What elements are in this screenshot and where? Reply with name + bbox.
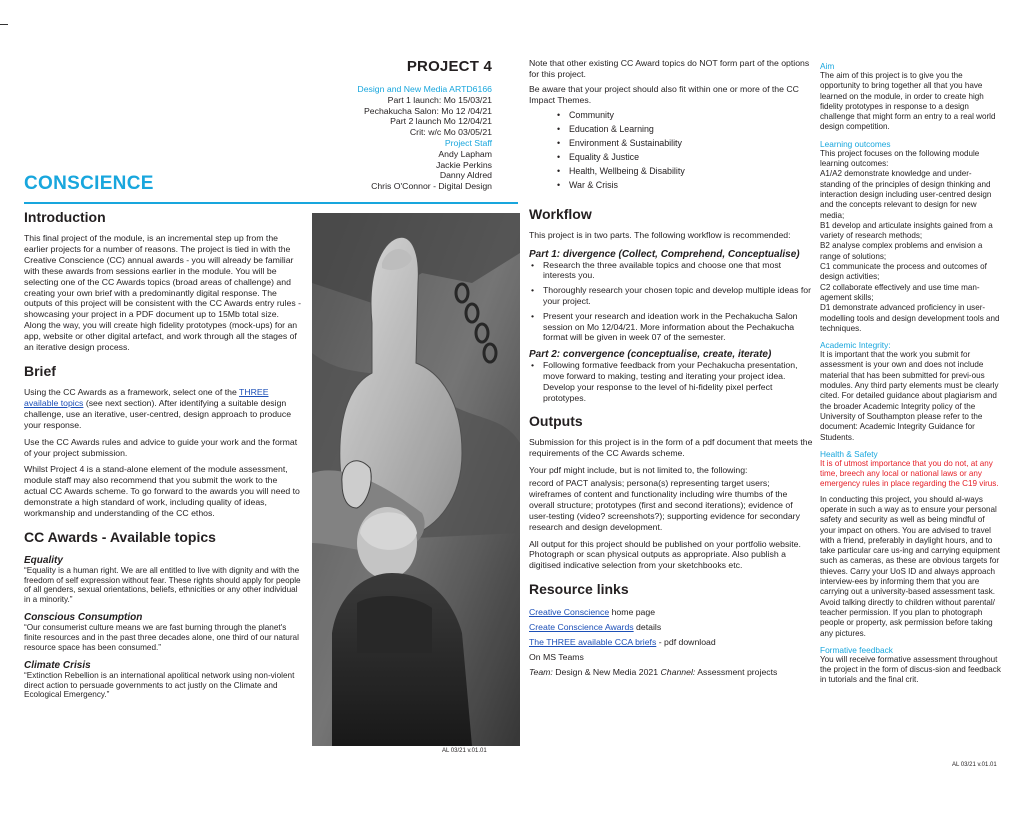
resources-heading: Resource links bbox=[529, 581, 629, 598]
note-paragraph: Be aware that your project should also fit within one or more of the CC Impact Themes. bbox=[529, 83, 799, 105]
topic-quote: “Our consumerist culture means we are fast burning through the planet's finite resources and in the past three decades alone, one third of our natural resource space has been consumed.” bbox=[24, 623, 299, 652]
intro-text bbox=[24, 233, 302, 353]
outputs-heading: Outputs bbox=[529, 413, 583, 430]
intro-heading: Introduction bbox=[24, 209, 106, 225]
cca-briefs-link[interactable]: The THREE available CCA briefs bbox=[529, 637, 657, 648]
topic-item bbox=[24, 612, 302, 652]
topic-item bbox=[24, 660, 302, 700]
workflow-heading: Workflow bbox=[529, 205, 592, 222]
staff-heading: Project Staff bbox=[444, 137, 492, 148]
team-label: Team: bbox=[529, 667, 553, 678]
teams-label: On MS Teams bbox=[529, 652, 584, 663]
project-schedule bbox=[300, 84, 492, 192]
resource-suffix: - pdf download bbox=[656, 637, 716, 648]
project-number: PROJECT 4 bbox=[406, 58, 492, 75]
list-item: • Following formative feedback from your Pechakucha presentation, move forward to making, testing and iterating your project idea. Develop your response to the level of hi-fidelity pixel perfect prototypes. bbox=[529, 360, 814, 403]
teams-channel bbox=[529, 665, 814, 680]
brief-text-run: (see next section). After identifying a suitable design challenge, use an iterative, user-centred, design approach to produce your response. bbox=[24, 397, 292, 430]
health-safety-text: In conducting this project, you should al-ways operate in such a way as to ensure your personal safety and security as well as being mindful of your impact on others. You are advised to travel with a friend, preferably in daylight hours, and to take particular care us-ing and carrying equipment such as cameras, as these are obvious targets for thieves. Carry your UoS ID and always approach interview-ees by informing them that you are carrying out a university-based assessment task. Avoid talking directly to children without parental/ teacher permission. If you plan to photograph people or property, ask permission before taking any pictures. bbox=[820, 494, 1000, 638]
intro-paragraph: This final project of the module, is an incremental step up from the earlier projects for a number of reasons. The project is tied in with the Creative Conscience (CC) annual awards - you will already be familiar with these awards from sessions earlier in the module. You will be selecting one of the CC Awards topics (broad areas of challenge) and creating your own brief with a predominantly digital response. The outputs of this project will be consistent with the CC Awards entry rules - showcasing your project in a PDF document up to 15Mb total size. Along the way, you will create high fidelity prototypes (mock-ups) for an app, website or other digital artefact, and work through all the stages of an iterative design process. bbox=[24, 233, 301, 353]
resource-line bbox=[529, 620, 814, 635]
list-item: • Community bbox=[529, 108, 814, 122]
staff-name: Andy Lapham bbox=[438, 148, 492, 159]
available-topics-link[interactable]: THREE available topics bbox=[24, 386, 269, 408]
outputs-paragraph: Your pdf might include, but is not limited to, the following: bbox=[529, 465, 748, 476]
topics-heading: CC Awards - Available topics bbox=[24, 528, 216, 545]
right-column bbox=[820, 61, 1002, 686]
version-label: AL 03/21 v.01.01 bbox=[442, 748, 487, 754]
date-line: Part 1 launch: Mo 15/03/21 bbox=[387, 94, 492, 105]
topic-name: Climate Crisis bbox=[24, 660, 91, 672]
academic-integrity-heading: Academic Integrity: bbox=[820, 340, 891, 351]
outcome-line: C2 collaborate effectively and use time man-agement skills; bbox=[820, 282, 980, 302]
resource-line bbox=[529, 635, 814, 650]
formative-feedback-heading: Formative feedback bbox=[820, 644, 893, 655]
list-item: • Environment & Sustainability bbox=[529, 136, 814, 150]
learning-outcomes-heading: Learning outcomes bbox=[820, 138, 891, 149]
topic-name: Conscious Consumption bbox=[24, 612, 143, 624]
team-value: Design & New Media 2021 bbox=[552, 667, 661, 678]
list-item: • Research the three available topics and choose one that most interests you. bbox=[529, 260, 814, 282]
resource-links bbox=[529, 605, 814, 680]
outcome-line: This project focuses on the following module learning outcomes: bbox=[820, 148, 980, 169]
brief-text bbox=[24, 387, 302, 519]
resource-line bbox=[529, 605, 814, 620]
staff-name: Danny Aldred bbox=[439, 170, 492, 181]
part1-list bbox=[529, 260, 814, 344]
creative-conscience-link[interactable]: Creative Conscience bbox=[529, 607, 610, 618]
brief-paragraph bbox=[24, 387, 302, 431]
topic-quote: “Extinction Rebellion is an international apolitical network using non-violent direct action to persuade governments to act justly on the Climate and Ecological Emergency.” bbox=[24, 671, 295, 700]
aim-heading: Aim bbox=[820, 61, 835, 71]
brief-paragraph: Whilst Project 4 is a stand-alone element of the module assessment, module staff may also recommend that you submit the work to the actual CC Awards scheme. To go forward to the awards you will need to demonstrate a high standard of work, including quality of ideas, workmanship and understanding of the CC ethos. bbox=[24, 464, 300, 519]
learning-outcomes bbox=[820, 149, 1002, 334]
outputs-paragraph: All output for this project should be published on your portfolio website. Photograph or scan physical outputs as appropriate. Also publish a digitised indicative selection from your sketchbooks etc. bbox=[529, 538, 801, 571]
workflow-intro bbox=[529, 230, 814, 241]
formative-feedback-text: You will receive formative assessment throughout the project in the form of discus-sion and feedback in tutorials and the final crit. bbox=[820, 654, 1001, 685]
brief-heading: Brief bbox=[24, 362, 56, 379]
academic-integrity-text: It is important that the work you submit for assessment is your own and does not include material that has been submitted for previ-ous modules. Any third party elements must be clearly cited. For detailed guidance about plagiarism and the broader Academic Integrity policy of the University of Southampton please refer to the document: Academic Integrity Guidance for Students. bbox=[820, 350, 999, 442]
outcome-line: B2 analyse complex problems and envision a range of solutions; bbox=[820, 241, 983, 261]
topics-note bbox=[529, 58, 814, 106]
workflow-intro-text: This project is in two parts. The following workflow is recommended: bbox=[529, 229, 791, 240]
date-line: Crit: w/c Mo 03/05/21 bbox=[409, 127, 492, 138]
health-safety-heading: Health & Safety bbox=[820, 448, 878, 459]
date-line: Part 2 launch Mo 12/04/21 bbox=[390, 116, 492, 127]
topic-item bbox=[24, 555, 302, 604]
aim-text: The aim of this project is to give you the opportunity to bring together all that you have learned on the module, in order to create high fidelity prototypes in response to a design challenge that might form an entry to a real world design competition. bbox=[820, 71, 996, 132]
middle-column bbox=[529, 58, 814, 680]
page-title: CONSCIENCE bbox=[24, 173, 154, 194]
outputs-text bbox=[529, 437, 814, 571]
list-item: • Present your research and ideation work in the Pechakucha Salon session on Mo 12/04/21. More information about the Pechakucha format will be given in week 07 of the semester. bbox=[529, 311, 814, 343]
outputs-paragraph: record of PACT analysis; persona(s) representing target users; wireframes of content and functionality including wire thumbs of the overall structure; prototypes (first and second iterations); evidence of user-testing (video? screenshots?); supporting evidence for secondary research and design development. bbox=[529, 478, 800, 532]
outcome-line: D1 demonstrate advanced proficiency in user-modelling tools and design development tools and techniques. bbox=[820, 303, 1000, 333]
list-item: • Thoroughly research your chosen topic and develop multiple ideas for your project. bbox=[529, 285, 814, 307]
list-item: • Health, Wellbeing & Disability bbox=[529, 164, 814, 178]
health-safety-warning: It is of utmost importance that you do not, at any time, breech any local or national laws or any emergency rules in place regarding the C19 virus. bbox=[820, 458, 999, 489]
left-column bbox=[24, 209, 302, 700]
hand-thumb-photo bbox=[312, 213, 520, 746]
outcome-line: C1 communicate the process and outcomes of design activities; bbox=[820, 262, 987, 282]
page-edge-mark bbox=[0, 24, 8, 25]
version-label: AL 03/21 v.01.01 bbox=[952, 762, 997, 768]
topic-quote: “Equality is a human right. We are all entitled to live with dignity and with the freedom of self expression without fear. These rights should apply for people of all genders, sexual orientations, beliefs, ethnicities or any other individual in a minority.” bbox=[24, 565, 301, 604]
part2-list bbox=[529, 360, 814, 403]
protest-photo-illustration bbox=[312, 213, 520, 746]
date-line: Pechakucha Salon: Mo 12 /04/21 bbox=[364, 105, 492, 116]
impact-themes-list bbox=[529, 108, 814, 192]
note-paragraph: Note that other existing CC Award topics do NOT form part of the options for this project. bbox=[529, 58, 810, 79]
channel-label: Channel: bbox=[660, 667, 696, 678]
resource-suffix: details bbox=[633, 622, 662, 633]
staff-name: Jackie Perkins bbox=[435, 159, 492, 170]
resource-suffix: home page bbox=[609, 607, 656, 618]
list-item: • War & Crisis bbox=[529, 178, 814, 192]
cc-awards-link[interactable]: Create Conscience Awards bbox=[529, 622, 634, 633]
outputs-paragraph: Submission for this project is in the form of a pdf document that meets the requirements of the CC Awards scheme. bbox=[529, 437, 813, 459]
list-item: • Education & Learning bbox=[529, 122, 814, 136]
course-code: Design and New Media ARTD6166 bbox=[357, 84, 492, 94]
list-item: • Equality & Justice bbox=[529, 150, 814, 164]
outcome-line: B1 develop and articulate insights gained from a variety of research methods; bbox=[820, 220, 993, 241]
part2-heading: Part 2: convergence (conceptualise, create, iterate) bbox=[529, 349, 772, 361]
brief-text-run: Using the CC Awards as a framework, select one of the bbox=[24, 386, 240, 397]
staff-name: Chris O'Connor - Digital Design bbox=[371, 181, 492, 192]
outcome-line: A1/A2 demonstrate knowledge and under-standing of the principles of design thinking and interaction design including user-centred design and the concepts relevant to design for new media; bbox=[820, 169, 992, 220]
channel-value: Assessment projects bbox=[695, 667, 778, 678]
brief-paragraph: Use the CC Awards rules and advice to guide your work and the format of your project submission. bbox=[24, 436, 298, 458]
title-rule bbox=[24, 202, 518, 204]
part1-heading: Part 1: divergence (Collect, Comprehend, Conceptualise) bbox=[529, 248, 800, 260]
topic-name: Equality bbox=[24, 554, 63, 566]
